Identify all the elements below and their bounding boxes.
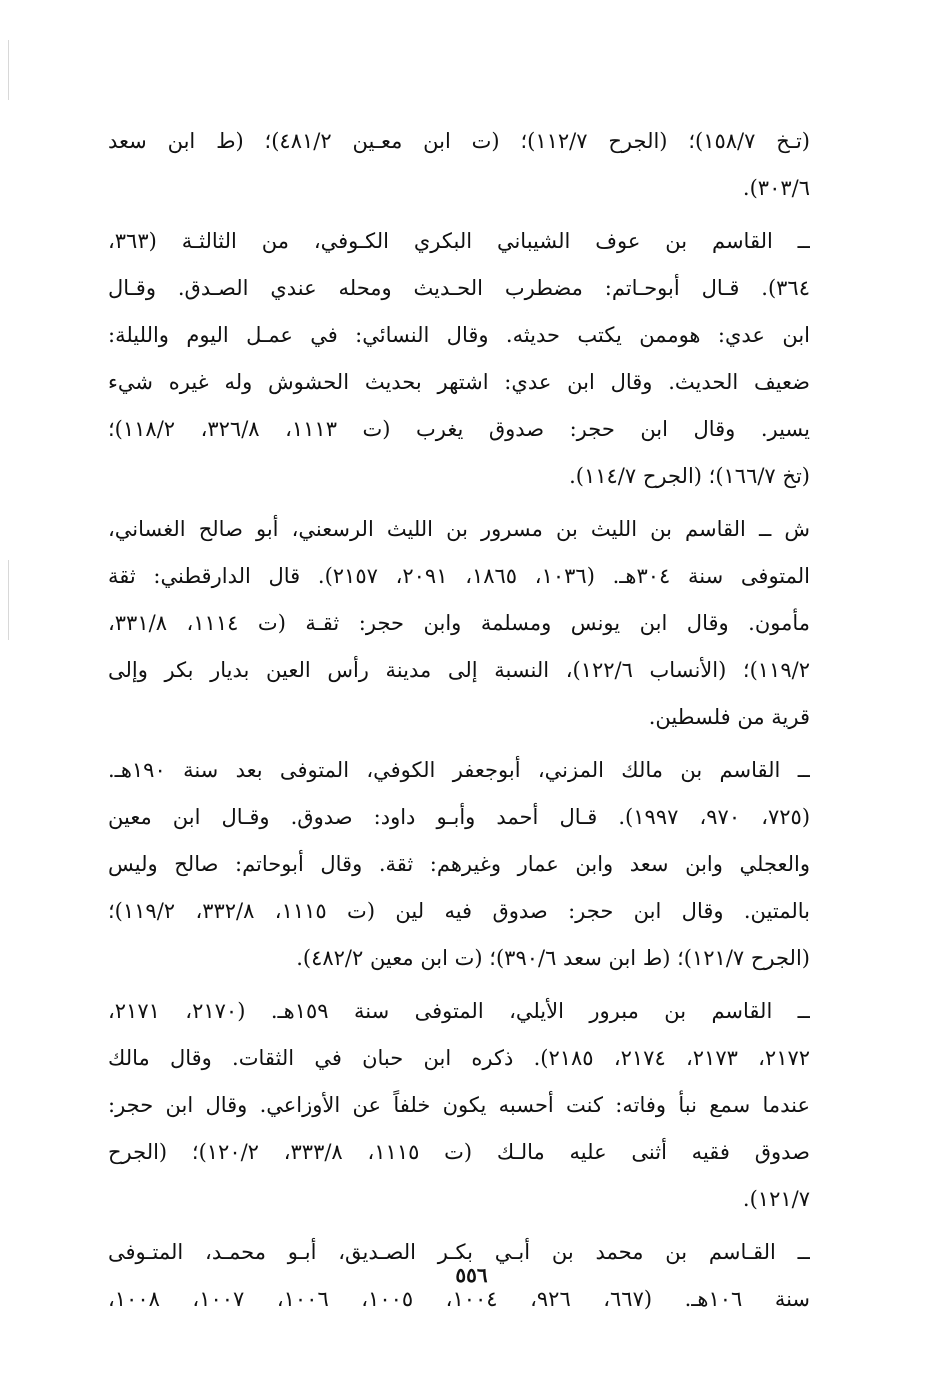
text-line: (تخ ١٦٦/٧)؛ (الجرح ١١٤/٧). <box>569 464 810 488</box>
text-line: عندما سمع نبأ وفاته: كنت أحسبه يكون خلفاً عن الأوزاعي. وقال ابن حجر: <box>108 1093 810 1117</box>
text-line: (الجرح ١٢١/٧)؛ (ط ابن سعد ٣٩٠/٦)؛ (ت ابن معين ٤٨٢/٢). <box>296 946 810 970</box>
text-line: ضعيف الحديث. وقال ابن عدي: اشتهر بحديث الحشوش وله غيره شيء <box>108 370 810 394</box>
text-line: ابن عدي: هوممن يكتب حديثه. وقال النسائي: في عمـل اليوم والليلة: <box>108 323 810 347</box>
text-line: ٣٦٤). قـال أبوحـاتم: مضطرب الحـديث ومحله عندي الصـدق. وقـال <box>108 276 810 300</box>
page-edge-mark <box>8 560 9 640</box>
text-line: المتوفى سنة ٣٠٤هـ. (١٠٣٦، ١٨٦٥، ٢٠٩١، ٢١٥٧). قال الدارقطني: ثقة <box>108 564 810 588</box>
text-line: قرية من فلسطين. <box>648 705 810 729</box>
entry-qasim-ibn-awf <box>108 218 810 500</box>
body-text <box>108 118 810 1323</box>
page-edge-mark <box>8 40 9 100</box>
text-line: ١١٩/٢)؛ (الأنساب ١٢٢/٦)، النسبة إلى مدينة رأس العين بديار بكر وإلى <box>108 658 810 682</box>
text-line: ــ القاسم بن مبرور الأيلي، المتوفى سنة ١٥٩هـ. (٢١٧٠، ٢١٧١، <box>108 999 810 1023</box>
entry-qasim-ibn-mabrur <box>108 988 810 1223</box>
text-line: ــ القـاسم بن محمد بن أبـي بكـر الصـديق، أبـو محمـد، المتـوفى <box>108 1240 810 1264</box>
text-line: بالمتين. وقال ابن حجر: صدوق فيه لين (ت ١١١٥، ٣٣٢/٨، ١١٩/٢)؛ <box>108 899 810 923</box>
text-line: ــ القاسم بن مالك المزني، أبوجعفر الكوفي، المتوفى بعد سنة ١٩٠هـ. <box>108 758 810 782</box>
text-line: مأمون. وقال ابن يونس ومسلمة وابن حجر: ثقـة (ت ١١١٤، ٣٣١/٨، <box>108 611 810 635</box>
entry-qasim-ibn-malik <box>108 747 810 982</box>
text-line: ٢١٧٢، ٢١٧٣، ٢١٧٤، ٢١٨٥). ذكره ابن حبان في الثقات. وقال مالك <box>108 1046 810 1070</box>
text-line: ١٢١/٧). <box>742 1187 810 1211</box>
text-line: ــ القاسم بن عوف الشيباني البكري الكـوفي، من الثالثـة (٣٦٣، <box>108 229 810 253</box>
text-line: ش ــ القاسم بن الليث بن مسرور بن الليث الرسعني، أبو صالح الغساني، <box>108 517 810 541</box>
entry-continuation <box>108 118 810 212</box>
text-line: ٣٠٣/٦). <box>742 176 810 200</box>
text-line: (تـخ ١٥٨/٧)؛ (الجرح ١١٢/٧)؛ (ت ابن معـين ٤٨١/٢)؛ (ط ابن سعد <box>108 129 810 153</box>
text-line: يسير. وقال ابن حجر: صدوق يغرب (ت ١١١٣، ٣٢٦/٨، ١١٨/٢)؛ <box>108 417 810 441</box>
text-line: (٧٢٥، ٩٧٠، ١٩٩٧). قـال أحمد وأبـو داود: صدوق. وقـال ابن معين <box>108 805 810 829</box>
text-line: صدوق فقيه أثنى عليه مالـك (ت ١١١٥، ٣٣٣/٨، ١٢٠/٢)؛ (الجرح <box>108 1140 810 1164</box>
page-number: ٥٥٦ <box>455 1263 488 1287</box>
text-line: والعجلي وابن سعد وابن عمار وغيرهم: ثقة. وقال أبوحاتم: صالح وليس <box>108 852 810 876</box>
entry-qasim-ibn-al-layth <box>108 506 810 741</box>
text-line: سنة ١٠٦هـ. (٦٦٧، ٩٢٦، ١٠٠٤، ١٠٠٥، ١٠٠٦، ١٠٠٧، ١٠٠٨، <box>108 1287 810 1311</box>
